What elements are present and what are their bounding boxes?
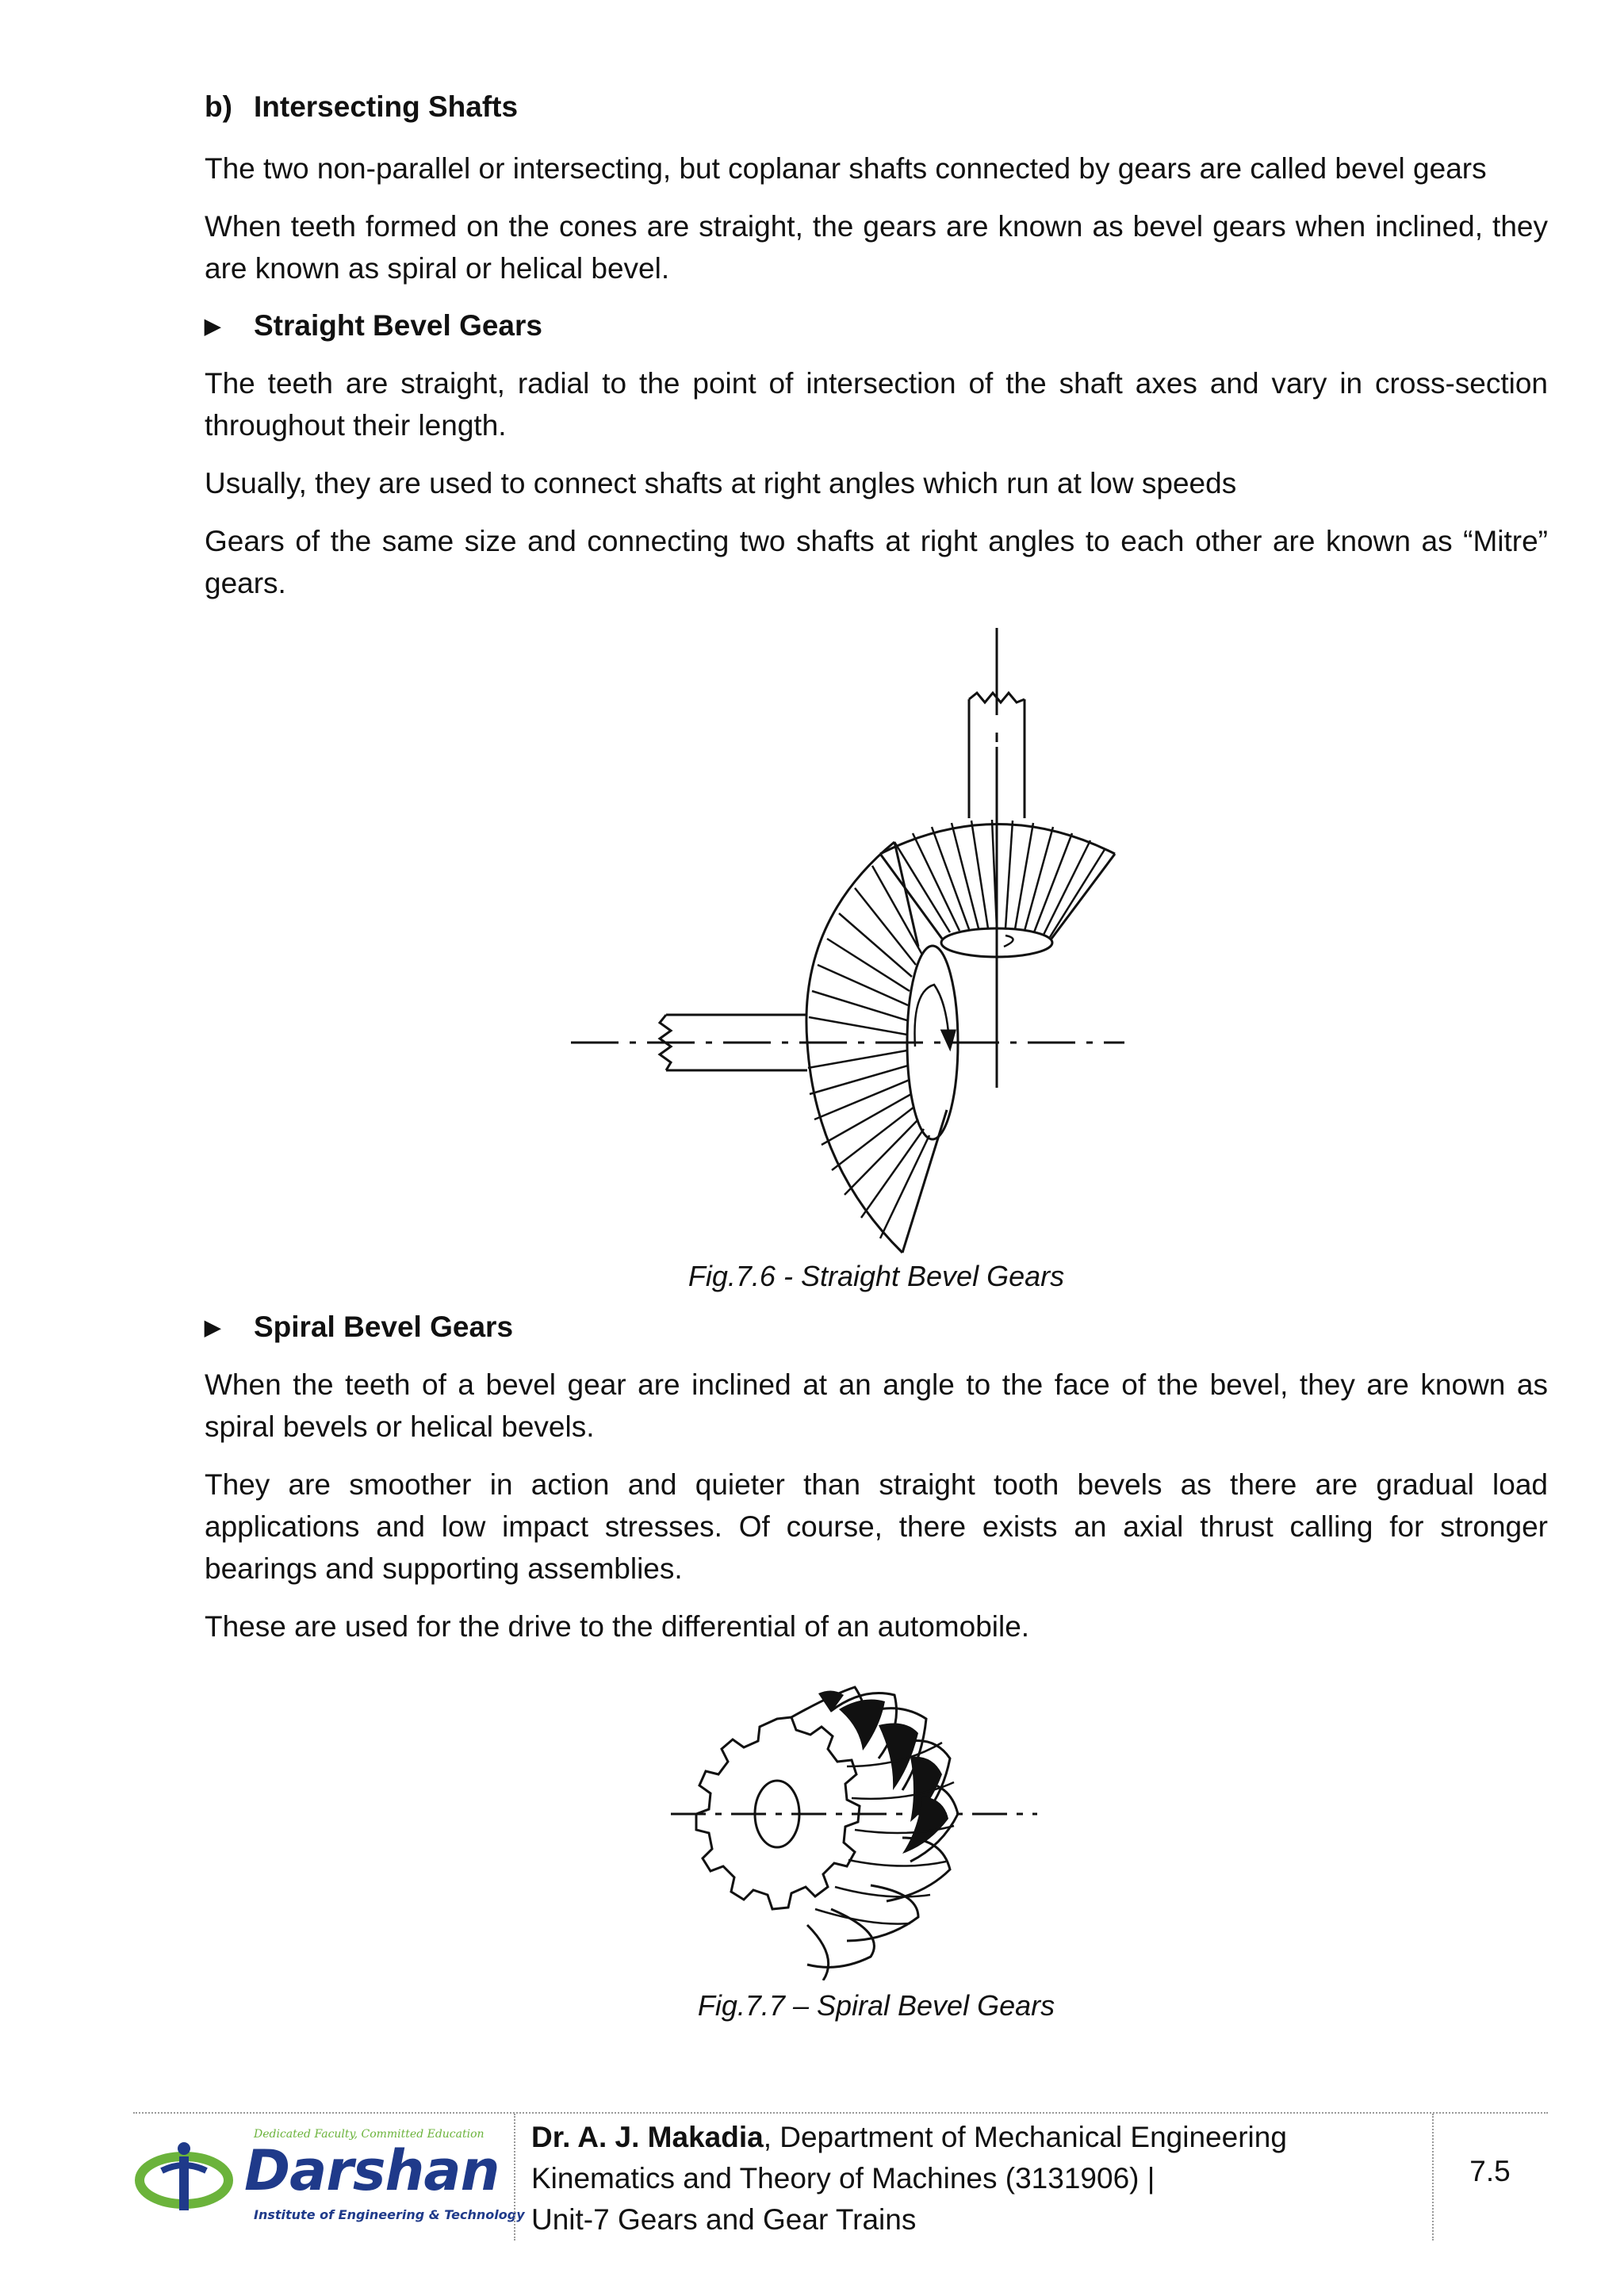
darshan-logo — [135, 2125, 525, 2236]
footer-line-author — [531, 2117, 1287, 2158]
figure-caption: Fig.7.6 - Straight Bevel Gears — [688, 1260, 1065, 1292]
subheading-label: Spiral Bevel Gears — [254, 1311, 514, 1343]
logo-subtitle: Institute of Engineering & Technology — [254, 2207, 525, 2222]
triangle-bullet-icon: ▶ — [205, 314, 220, 338]
figure-straight-bevel — [205, 620, 1548, 1294]
subheading-label: Straight Bevel Gears — [254, 309, 542, 342]
footer-department: , Department of Mechanical Engineering — [763, 2121, 1287, 2153]
footer-divider — [514, 2114, 515, 2241]
paragraph: These are used for the drive to the differential of an automobile. — [205, 1610, 1030, 1643]
paragraph: When teeth formed on the cones are straight, the gears are known as bevel gears when inclined, they are known as spiral or helical bevel. — [205, 210, 1548, 285]
paragraph: Usually, they are used to connect shafts at right angles which run at low speeds — [205, 467, 1237, 499]
subheading-straight — [205, 305, 1548, 346]
triangle-bullet-icon: ▶ — [205, 1315, 220, 1339]
paragraph: They are smoother in action and quieter than straight tooth bevels as there are gradual load applications and low impact stresses. Of course, there exists an axial thrust calling for stronger bearings and supporting assemblies. — [205, 1468, 1548, 1585]
paragraph: Gears of the same size and connecting two shafts at right angles to each other are known as “Mitre” gears. — [205, 525, 1548, 599]
page-footer — [133, 2112, 1548, 2241]
logo-name: Darshan — [244, 2138, 500, 2203]
footer-text — [531, 2117, 1287, 2241]
paragraph: The two non-parallel or intersecting, but coplanar shafts connected by gears are called bevel gears — [205, 152, 1487, 185]
section-title: Intersecting Shafts — [254, 90, 519, 123]
section-number: b) — [205, 90, 232, 123]
footer-unit: Unit-7 Gears and Gear Trains — [531, 2203, 917, 2236]
paragraph: When the teeth of a bevel gear are inclined at an angle to the face of the bevel, they are known as spiral bevels or helical bevels. — [205, 1368, 1548, 1443]
straight-bevel-gear-drawing — [205, 628, 1548, 1254]
section-heading — [205, 87, 1548, 127]
footer-course: Kinematics and Theory of Machines (3131906) | — [531, 2162, 1155, 2195]
page-content — [205, 87, 1548, 2020]
subheading-spiral — [205, 1307, 1548, 1348]
spiral-bevel-gear-drawing — [205, 1663, 1548, 1980]
figure-caption: Fig.7.7 – Spiral Bevel Gears — [697, 1989, 1055, 2022]
logo-tagline: Dedicated Faculty, Committed Education — [254, 2128, 485, 2141]
paragraph: The teeth are straight, radial to the point of intersection of the shaft axes and vary in cross-section throughout their length. — [205, 367, 1548, 442]
footer-author: Dr. A. J. Makadia — [531, 2121, 764, 2153]
page-number: 7.5 — [1469, 2155, 1511, 2187]
figure-spiral-bevel — [205, 1663, 1548, 2020]
